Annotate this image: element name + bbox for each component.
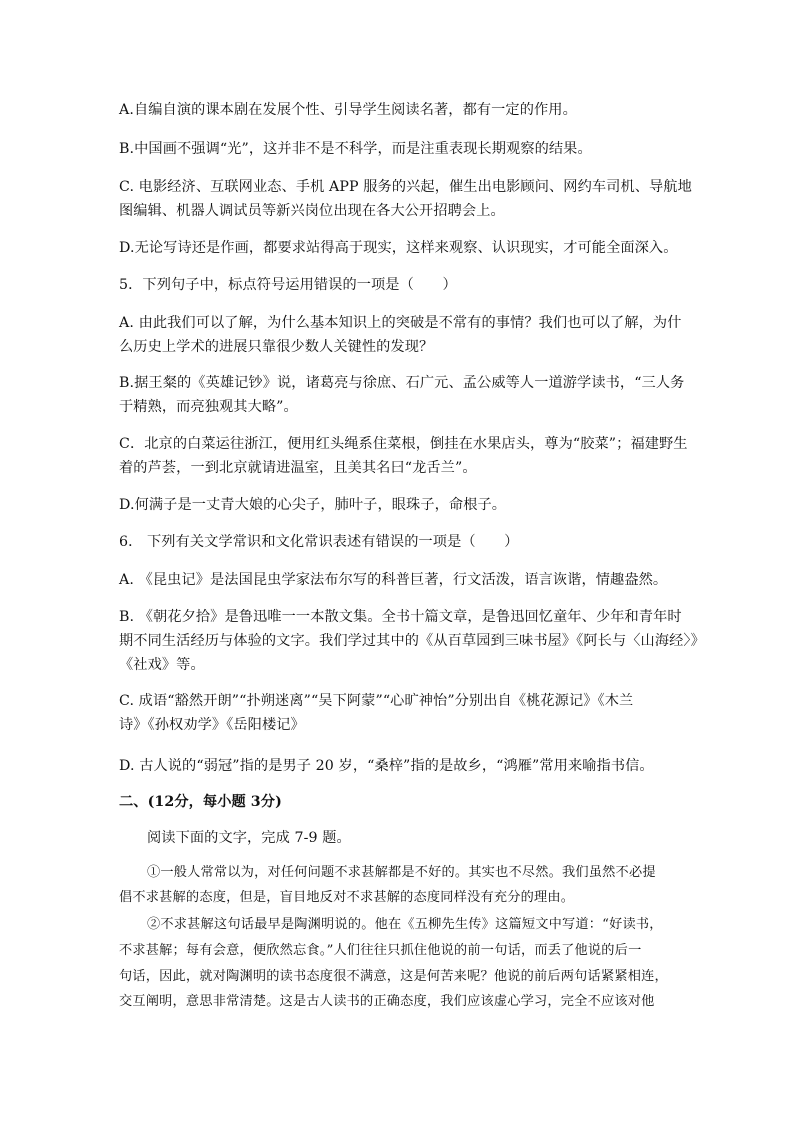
q6-option-d-line: D. 古人说的“弱冠”指的是男子 20 岁，“桑梓”指的是故乡，“鸿雁”常用来喻指书信。 <box>119 758 654 774</box>
q5-option-a-line-2: 么历史上学术的进展只靠很少数人关键性的发现？ <box>119 339 434 355</box>
q6-option-b-line-3: 《社戏》等。 <box>119 657 205 673</box>
q6-option-a-line: A. 《昆虫记》是法国昆虫学家法布尔写的科普巨著，行文活泼，语言诙谐，情趣盎然。 <box>119 572 668 588</box>
q5-option-b-line-2: 于精熟，而亮独观其大略”。 <box>119 399 298 415</box>
q5-option-b-line-1: B.据王粲的《英雄记钞》说，诸葛亮与徐庶、石广元、孟公威等人一道游学读书，“三人务 <box>119 375 685 391</box>
q6-option-c-line-1: C. 成语“豁然开朗”“扑朔迷离”“吴下阿蒙”“心旷神怡”分别出自《桃花源记》《木兰 <box>119 693 634 709</box>
option-d-line: D.无论写诗还是作画，都要求站得高于现实，这样来观察、认识现实，才可能全面深入。 <box>119 240 678 256</box>
option-c-line-1: C. 电影经济、互联网业态、手机 APP 服务的兴起，催生出电影顾问、网约车司机、导航地 <box>119 179 692 195</box>
q5-option-d-line: D.何满子是一丈青大娘的心尖子，肺叶子，眼珠子，命根子。 <box>119 497 507 513</box>
passage-para-2-line-1: ②不求甚解这句话最早是陶渊明说的。他在《五柳先生传》这篇短文中写道：“好读书， <box>147 917 663 932</box>
reading-instruction: 阅读下面的文字，完成 7-9 题。 <box>147 830 351 846</box>
q6-option-b-line-1: B. 《朝花夕拾》是鲁迅唯一一本散文集。全书十篇文章，是鲁迅回忆童年、少年和青年时 <box>119 609 682 625</box>
option-a-line: A.自编自演的课本剧在发展个性、引导学生阅读名著，都有一定的作用。 <box>119 102 577 118</box>
question-5-stem: 5．下列句子中，标点符号运用错误的一项是（ ） <box>119 277 457 293</box>
section-2-heading: 二、(12分，每小题 3分) <box>119 794 282 810</box>
question-6-stem: 6． 下列有关文学常识和文化常识表述有错误的一项是（ ） <box>119 534 519 550</box>
option-b-line: B.中国画不强调“光”，这并非不是不科学，而是注重表现长期观察的结果。 <box>119 141 592 157</box>
passage-para-2-line-4: 交互阐明，意思非常清楚。这是古人读书的正确态度，我们应该虚心学习，完全不应该对他 <box>119 994 655 1009</box>
q5-option-a-line-1: A. 由此我们可以了解，为什么基本知识上的突破是不常有的事情？我们也可以了解，为什 <box>119 315 682 331</box>
passage-para-1-line-2: 倡不求甚解的态度，但是，盲目地反对不求甚解的态度同样没有充分的理由。 <box>119 890 575 905</box>
q6-option-b-line-2: 期不同生活经历与体验的文字。我们学过其中的《从百草园到三味书屋》《阿长与〈山海经〉》 <box>119 633 705 649</box>
q5-option-c-line-2: 着的芦荟，一到北京就请进温室，且美其名曰“龙舌兰”。 <box>119 460 477 476</box>
q5-option-c-line-1: C．北京的白菜运往浙江，便用红头绳系住菜根，倒挂在水果店头，尊为“胶菜”；福建野生 <box>119 436 688 452</box>
passage-para-2-line-3: 句话，因此，就对陶渊明的读书态度很不满意，这是何苦来呢？他说的前后两句话紧紧相连， <box>119 969 668 984</box>
q6-option-c-line-2: 诗》《孙权劝学》《岳阳楼记》 <box>119 717 305 733</box>
passage-para-2-line-2: 不求甚解；每有会意，便欣然忘食。”人们往往只抓住他说的前一句话，而丢了他说的后一 <box>119 943 642 958</box>
passage-para-1-line-1: ①一般人常常以为，对任何问题不求甚解都是不好的。其实也不尽然。我们虽然不必提 <box>147 865 656 880</box>
option-c-line-2: 图编辑、机器人调试员等新兴岗位出现在各大公开招聘会上。 <box>119 203 505 219</box>
